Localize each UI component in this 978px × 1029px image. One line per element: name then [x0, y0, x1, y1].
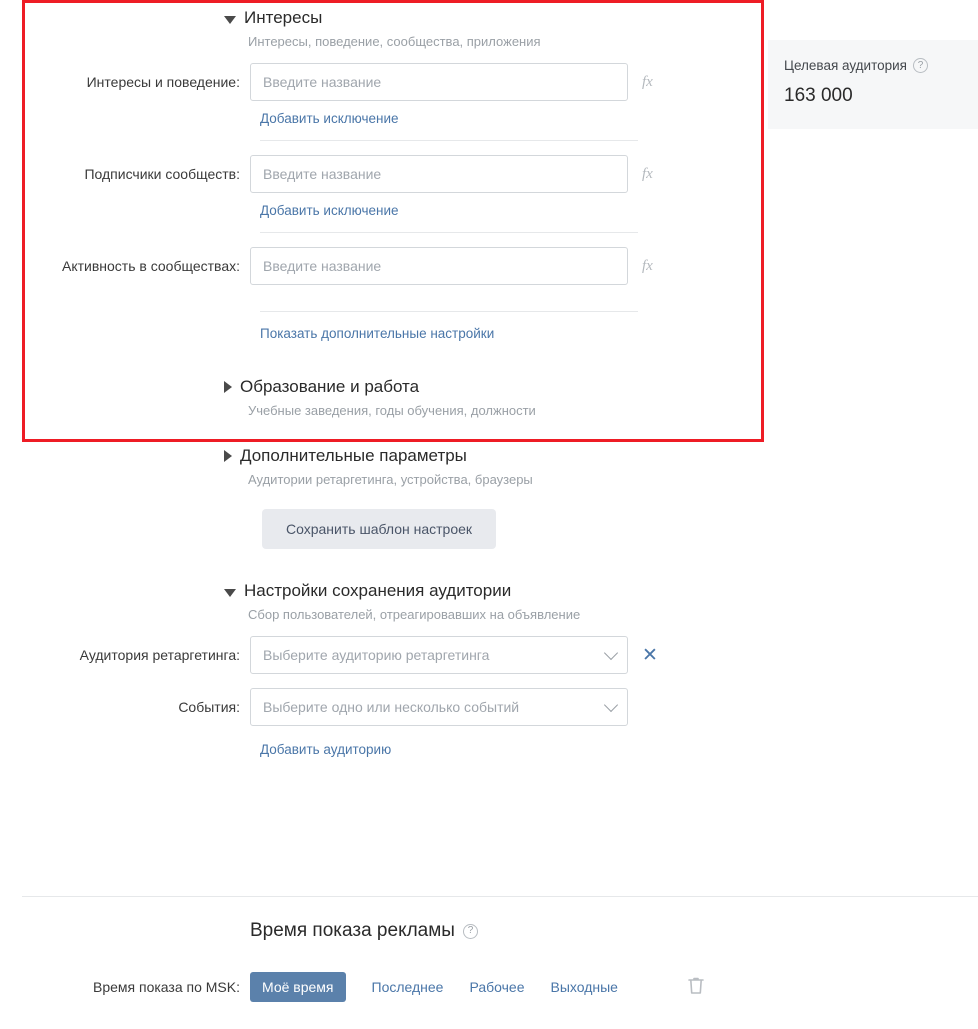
- section-interests-header[interactable]: [224, 8, 760, 28]
- retargeting-audience-select-wrap: [250, 636, 628, 674]
- retargeting-audience-select[interactable]: Выберите аудиторию ретаргетинга: [250, 636, 628, 674]
- target-audience-label: Целевая аудитория: [784, 58, 907, 73]
- schedule-link-weekend[interactable]: Выходные: [550, 979, 618, 995]
- section-audience-save-subtitle: Сбор пользователей, отреагировавших на объявление: [248, 607, 581, 622]
- field-row-retargeting-audience: [0, 636, 760, 674]
- schedule-chip-my-time[interactable]: Моё время: [250, 972, 346, 1002]
- community-subscribers-input[interactable]: [250, 155, 628, 193]
- show-additional-settings-link[interactable]: Показать дополнительные настройки: [260, 326, 495, 341]
- add-audience-link[interactable]: Добавить аудиторию: [260, 742, 392, 757]
- schedule-link-last[interactable]: Последнее: [371, 979, 444, 995]
- section-interests-title: Интересы: [244, 8, 323, 27]
- fx-icon-community-subscribers[interactable]: fx: [642, 165, 653, 182]
- ad-schedule-row-label: Время показа по MSK:: [92, 979, 240, 995]
- ad-schedule-block: [0, 920, 978, 1002]
- field-row-community-subscribers: [0, 155, 760, 193]
- section-education-title: Образование и работа: [240, 377, 420, 396]
- section-additional-params-header[interactable]: [224, 446, 760, 466]
- fx-icon-interests-behavior[interactable]: fx: [642, 73, 653, 90]
- trash-icon[interactable]: [688, 976, 704, 998]
- section-education-subtitle: Учебные заведения, годы обучения, должности: [248, 403, 536, 418]
- save-settings-template-button[interactable]: Сохранить шаблон настроек: [262, 509, 496, 549]
- section-divider: [22, 896, 978, 897]
- ad-schedule-title-text: Время показа рекламы: [250, 920, 455, 941]
- chevron-down-icon-2[interactable]: [224, 589, 236, 597]
- section-additional-params-title: Дополнительные параметры: [240, 446, 467, 465]
- target-audience-value: 163 000: [784, 85, 853, 106]
- target-audience-card: [768, 40, 978, 129]
- section-interests-subtitle: Интересы, поведение, сообщества, приложения: [248, 34, 541, 49]
- audience-save-fields: [0, 636, 760, 757]
- events-label: События:: [178, 699, 240, 715]
- section-additional-params: [0, 446, 760, 487]
- target-audience-title: [784, 58, 962, 73]
- retargeting-audience-label: Аудитория ретаргетинга:: [79, 647, 240, 663]
- add-exclusion-interests-behavior[interactable]: Добавить исключение: [260, 111, 399, 126]
- section-audience-save-title: Настройки сохранения аудитории: [244, 581, 512, 600]
- section-audience-save: [0, 581, 760, 622]
- fx-icon-community-activity[interactable]: fx: [642, 257, 653, 274]
- section-education-header[interactable]: [224, 377, 760, 397]
- section-interests: [0, 0, 760, 49]
- field-row-events: [0, 688, 760, 726]
- community-subscribers-label: Подписчики сообществ:: [84, 166, 240, 182]
- field-row-interests-behavior: [0, 63, 760, 101]
- events-select[interactable]: Выберите одно или несколько событий: [250, 688, 628, 726]
- community-activity-input[interactable]: [250, 247, 628, 285]
- interests-fields: [0, 63, 760, 341]
- interests-behavior-input[interactable]: [250, 63, 628, 101]
- divider-1: [260, 140, 638, 141]
- field-row-community-activity: [0, 247, 760, 285]
- chevron-right-icon-2[interactable]: [224, 450, 232, 462]
- clear-retargeting-icon[interactable]: ✕: [642, 644, 658, 666]
- section-additional-params-subtitle: Аудитории ретаргетинга, устройства, браузеры: [248, 472, 533, 487]
- divider-2: [260, 232, 638, 233]
- chevron-down-icon[interactable]: [224, 16, 236, 24]
- section-education: [0, 377, 760, 418]
- help-icon-schedule[interactable]: ?: [463, 924, 478, 939]
- schedule-link-working[interactable]: Рабочее: [469, 979, 525, 995]
- ad-schedule-row: [0, 972, 978, 1002]
- section-audience-save-header[interactable]: [224, 581, 760, 601]
- help-icon[interactable]: ?: [913, 58, 928, 73]
- events-select-wrap: [250, 688, 628, 726]
- ad-schedule-title: [250, 920, 978, 942]
- add-exclusion-community-subscribers[interactable]: Добавить исключение: [260, 203, 399, 218]
- chevron-right-icon[interactable]: [224, 381, 232, 393]
- divider-3: [260, 311, 638, 312]
- interests-behavior-label: Интересы и поведение:: [86, 74, 240, 90]
- community-activity-label: Активность в сообществах:: [62, 258, 240, 274]
